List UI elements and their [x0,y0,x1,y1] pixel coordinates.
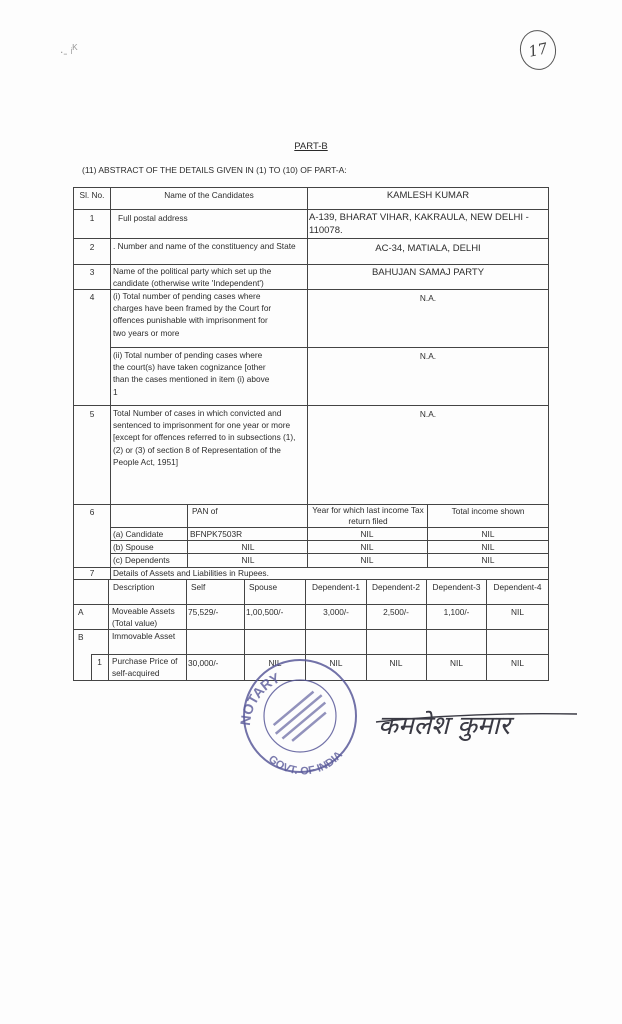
moveable-assets-label: Moveable Assets (Total value) [112,606,175,629]
pending-cases-i-value: N.A. [419,293,437,303]
tax-year-candidate: NIL [360,529,374,539]
row-number: 2 [89,242,95,252]
moveable-self: 75,529/- [188,607,219,617]
col-header-description: Description [113,582,155,592]
row-number: 1 [89,213,95,223]
part-title: PART-B [294,141,328,152]
pan-dependents: NIL [241,555,255,565]
corner-scribble: .ˍ ᵢᴷ [60,42,78,56]
assets-title: Details of Assets and Liabilities in Rupees. [113,568,269,578]
pan-header: PAN of [192,506,218,516]
purchase-dependent-3: NIL [450,658,463,668]
col-header-self: Self [191,582,206,592]
purchase-dependent-2: NIL [389,658,403,668]
row-number: 5 [89,409,95,419]
row-number: 4 [89,292,95,302]
row-line [73,209,549,210]
moveable-dependent-1: 3,000/- [323,607,349,617]
col-divider-r7 [108,579,109,680]
moveable-dependent-3: 1,100/- [443,607,470,617]
row-number: 6 [89,507,95,517]
income-header: Total income shown [451,506,525,516]
pending-cases-ii-label: (ii) Total number of pending cases where the court(s) have taken cognizance [other than the cases mentioned in item (i) above 1 [113,350,270,397]
row-a-label: A [78,607,84,617]
tax-year-dependents: NIL [360,555,374,565]
convictions-label: Total Number of cases in which convicted and sentenced to imprisonment for one year or more [except for offences referred to in subsections (1), (2) or (3) of section 8 of Representation of the People Act, 1951] [113,408,296,467]
tax-year-spouse: NIL [360,542,374,552]
col-divider-r7 [186,579,187,680]
col-divider-slno [110,187,111,580]
col-header-spouse: Spouse [249,582,278,592]
handwritten-signature [372,700,582,750]
income-spouse: NIL [481,542,495,552]
convictions-value: N.A. [419,409,437,419]
party-label: Name of the political party which set up the candidate (otherwise write 'Independent') [113,266,272,289]
svg-text:NOTARY: NOTARY [236,669,283,727]
svg-text:GOVT. OF INDIA: GOVT. OF INDIA [265,749,346,778]
purchase-dependent-4: NIL [511,658,524,668]
constituency-label: . Number and name of the constituency and State [113,241,296,251]
col-header-dependent-2: Dependent-2 [372,582,420,592]
candidate-name: KAMLESH KUMAR [386,190,470,201]
col-divider-r6 [307,504,308,568]
postal-address-value: A-139, BHARAT VIHAR, KAKRAULA, NEW DELHI - 110078. [309,212,529,236]
row-line [73,405,549,406]
pan-who-candidate: (a) Candidate [113,529,164,539]
income-dependents: NIL [481,555,495,565]
party-value: BAHUJAN SAMAJ PARTY [371,267,485,278]
pan-candidate: BFNPK7503R [190,529,243,539]
purchase-self: 30,000/- [188,658,219,668]
name-label: Name of the Candidates [164,190,254,200]
notary-stamp [228,648,368,778]
col-divider-main [307,187,308,504]
svg-text:कमलेश कुमार: कमलेश कुमार [378,711,510,741]
pending-cases-i-label: (i) Total number of pending cases where charges have been framed by the Court for offences punishable with imprisonment for two years or more [113,291,272,338]
pan-spouse: NIL [241,542,255,552]
moveable-dependent-4: NIL [511,607,524,617]
col-header-dependent-4: Dependent-4 [493,582,542,592]
moveable-dependent-2: 2,500/- [383,607,409,617]
col-divider-r6 [427,504,428,568]
purchase-price-label: Purchase Price of self-acquired [112,656,178,679]
row-b1-label: 1 [97,657,102,667]
pan-who-dependents: (c) Dependents [113,555,170,565]
purchase-dependent-1: NIL [329,658,343,668]
row-b-label: B [78,632,84,642]
col-divider-r7 [426,579,427,680]
row-line [73,238,549,239]
pan-who-spouse: (b) Spouse [113,542,154,552]
sl-no-header: Sl. No. [79,190,105,200]
pending-cases-ii-value: N.A. [419,351,437,361]
col-divider-r7 [486,579,487,680]
constituency-value: AC-34, MATIALA, DELHI [375,243,481,254]
section-title: (11) ABSTRACT OF THE DETAILS GIVEN IN (1) TO (10) OF PART-A: [82,165,347,175]
row-number: 3 [89,267,95,277]
row-line [73,187,549,188]
moveable-spouse: 1,00,500/- [246,607,284,617]
table-border-right [548,187,549,680]
income-candidate: NIL [481,529,495,539]
col-header-dependent-1: Dependent-1 [312,582,360,592]
postal-address-label: Full postal address [118,213,188,223]
immovable-asset-label: Immovable Asset [112,631,176,641]
row-line [110,347,549,348]
page-number: 17 [516,27,560,74]
tax-year-header: Year for which last income Tax return filed [312,505,424,526]
row-number: 7 [89,568,95,578]
col-divider-r6 [187,504,188,568]
purchase-spouse: NIL [268,658,282,668]
col-header-dependent-3: Dependent-3 [432,582,481,592]
table-border-left [73,187,74,680]
